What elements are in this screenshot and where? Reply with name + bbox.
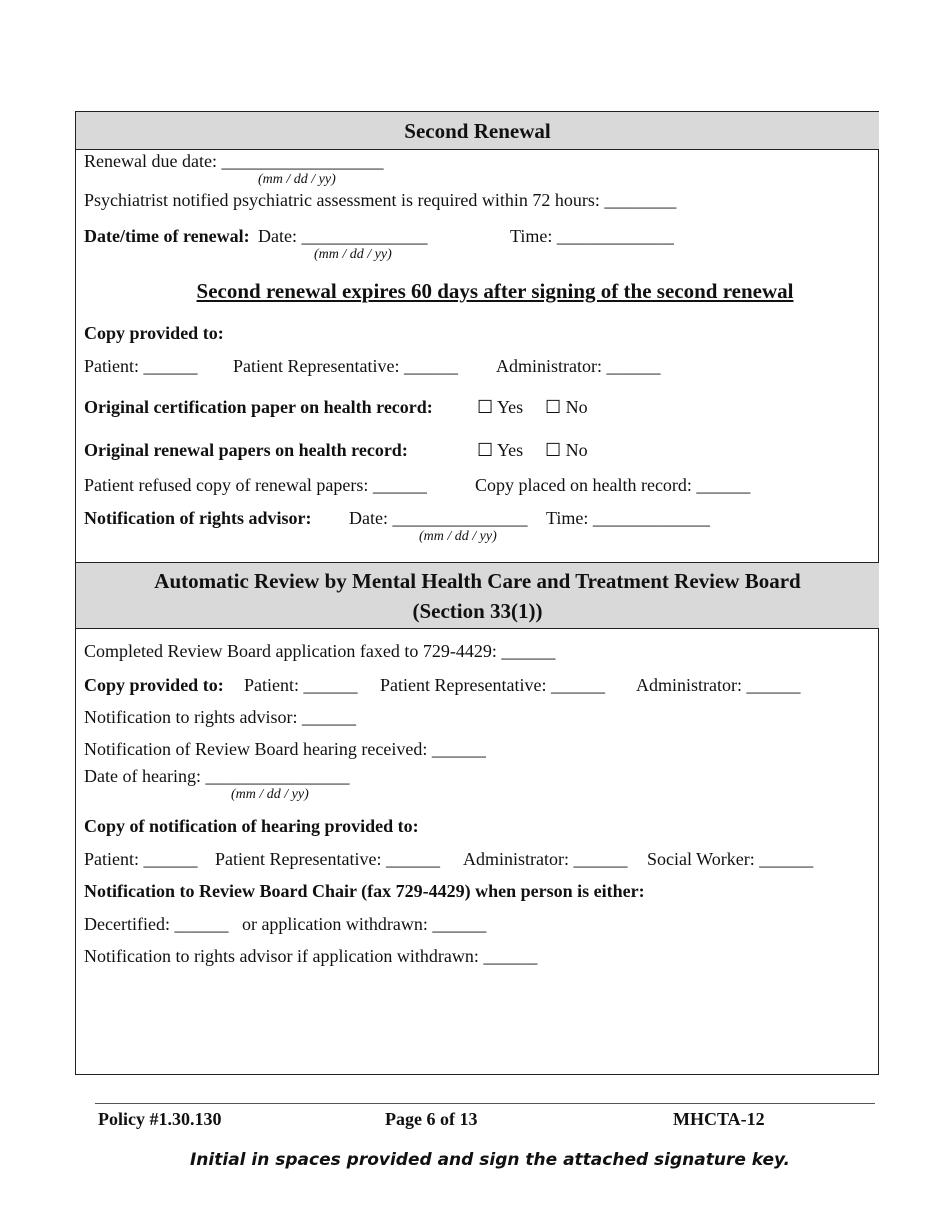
psychiatrist-notified-field[interactable]: Psychiatrist notified psychiatric assessment is required within 72 hours: ________ xyxy=(84,190,677,210)
original-renewal-no-checkbox[interactable]: ☐ No xyxy=(545,440,588,460)
patient-refused-copy-field[interactable]: Patient refused copy of renewal papers: ______ xyxy=(84,475,427,495)
copy-provided-label: Copy provided to: xyxy=(84,323,224,343)
hearing-copy-label: Copy of notification of hearing provided to: xyxy=(84,816,419,836)
hearing-social-worker-field[interactable]: Social Worker: ______ xyxy=(647,849,814,869)
rights-advisor-label: Notification of rights advisor: xyxy=(84,508,312,528)
hearing-patient-field[interactable]: Patient: ______ xyxy=(84,849,198,869)
second-renewal-heading: Second Renewal xyxy=(404,119,551,143)
copy-representative-field[interactable]: Patient Representative: ______ xyxy=(233,356,458,376)
original-certification-yes-checkbox[interactable]: ☐ Yes xyxy=(477,397,524,417)
footer-policy-number: Policy #1.30.130 xyxy=(98,1109,222,1129)
renewal-due-date-field[interactable]: Renewal due date: __________________ xyxy=(84,151,384,171)
hearing-representative-field[interactable]: Patient Representative: ______ xyxy=(215,849,440,869)
rights-advisor-time-field[interactable]: Time: _____________ xyxy=(546,508,710,528)
renewal-date-field[interactable]: Date: ______________ xyxy=(258,226,428,246)
renewal-datetime-label: Date/time of renewal: xyxy=(84,226,250,246)
footer-instruction: Initial in spaces provided and sign the attached signature key. xyxy=(189,1150,791,1170)
review-copy-patient-field[interactable]: Patient: ______ xyxy=(244,675,358,695)
hearing-date-format: (mm / dd / yy) xyxy=(231,787,309,802)
original-renewal-yes-checkbox[interactable]: ☐ Yes xyxy=(477,440,524,460)
automatic-review-subheading: (Section 33(1)) xyxy=(412,599,543,623)
original-renewal-label: Original renewal papers on health record: xyxy=(84,440,408,460)
copy-patient-field[interactable]: Patient: ______ xyxy=(84,356,198,376)
review-copy-administrator-field[interactable]: Administrator: ______ xyxy=(636,675,801,695)
review-board-faxed-field[interactable]: Completed Review Board application faxed to 729-4429: ______ xyxy=(84,641,556,661)
review-copy-provided-label: Copy provided to: xyxy=(84,675,224,695)
original-certification-label: Original certification paper on health record: xyxy=(84,397,433,417)
expiry-notice: Second renewal expires 60 days after signing of the second renewal xyxy=(196,279,794,303)
review-copy-representative-field[interactable]: Patient Representative: ______ xyxy=(380,675,605,695)
hearing-date-field[interactable]: Date of hearing: ________________ xyxy=(84,766,350,786)
automatic-review-heading: Automatic Review by Mental Health Care and Treatment Review Board xyxy=(154,569,801,593)
withdrawn-rights-advisor-field[interactable]: Notification to rights advisor if application withdrawn: ______ xyxy=(84,946,538,966)
rights-advisor-date-format: (mm / dd / yy) xyxy=(419,529,497,544)
footer-divider xyxy=(95,1103,875,1104)
copy-placed-field[interactable]: Copy placed on health record: ______ xyxy=(475,475,751,495)
footer-form-code: MHCTA-12 xyxy=(673,1109,765,1129)
renewal-time-field[interactable]: Time: _____________ xyxy=(510,226,674,246)
hearing-administrator-field[interactable]: Administrator: ______ xyxy=(463,849,628,869)
review-board-chair-label: Notification to Review Board Chair (fax 729-4429) when person is either: xyxy=(84,881,645,901)
copy-administrator-field[interactable]: Administrator: ______ xyxy=(496,356,661,376)
hearing-received-field[interactable]: Notification of Review Board hearing received: ______ xyxy=(84,739,486,759)
original-certification-no-checkbox[interactable]: ☐ No xyxy=(545,397,588,417)
rights-advisor-date-field[interactable]: Date: _______________ xyxy=(349,508,528,528)
review-rights-advisor-field[interactable]: Notification to rights advisor: ______ xyxy=(84,707,356,727)
renewal-date-format: (mm / dd / yy) xyxy=(314,247,392,262)
renewal-due-date-format: (mm / dd / yy) xyxy=(258,172,336,187)
footer-page-number: Page 6 of 13 xyxy=(385,1109,478,1129)
decertified-withdrawn-field[interactable]: Decertified: ______ or application withdrawn: ______ xyxy=(84,914,487,934)
